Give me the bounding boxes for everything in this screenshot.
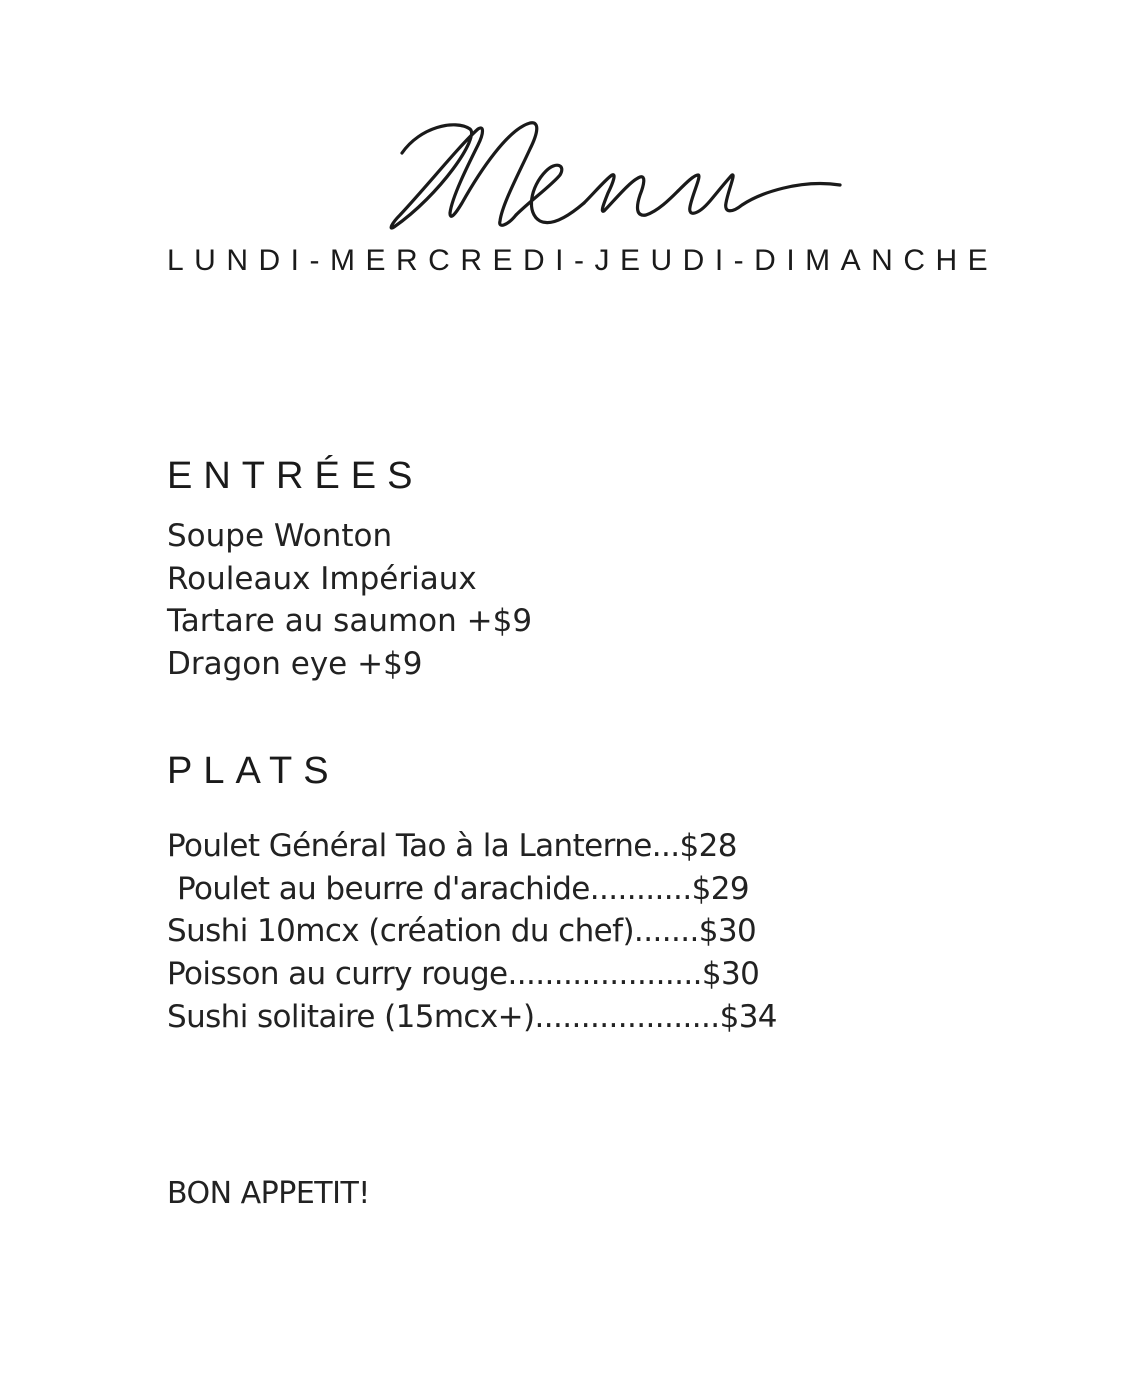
list-item: Poisson au curry rouge.....................$30 [167,956,760,993]
plats-list [167,825,777,1039]
closing-text: BON APPETIT! [167,1176,370,1211]
list-item: Tartare au saumon +$9 [167,603,533,640]
menu-script-title [380,105,860,255]
days-of-week: LUNDI-MERCREDI-JEUDI-DIMANCHE [167,244,999,277]
entrees-list [167,515,532,686]
list-item: Sushi 10mcx (création du chef).......$30 [167,913,757,950]
entrees-heading: ENTRÉES [167,455,424,497]
list-item: Soupe Wonton [167,518,393,554]
menu-script-logo [380,105,860,255]
list-item: Poulet Général Tao à la Lanterne...$28 [167,828,737,864]
plats-heading: PLATS [167,750,340,792]
list-item: Sushi solitaire (15mcx+)....................$34 [167,998,777,1035]
list-item: Dragon eye +$9 [167,646,423,683]
list-item: Rouleaux Impériaux [167,560,477,597]
list-item: Poulet au beurre d'arachide...........$29 [177,870,749,907]
